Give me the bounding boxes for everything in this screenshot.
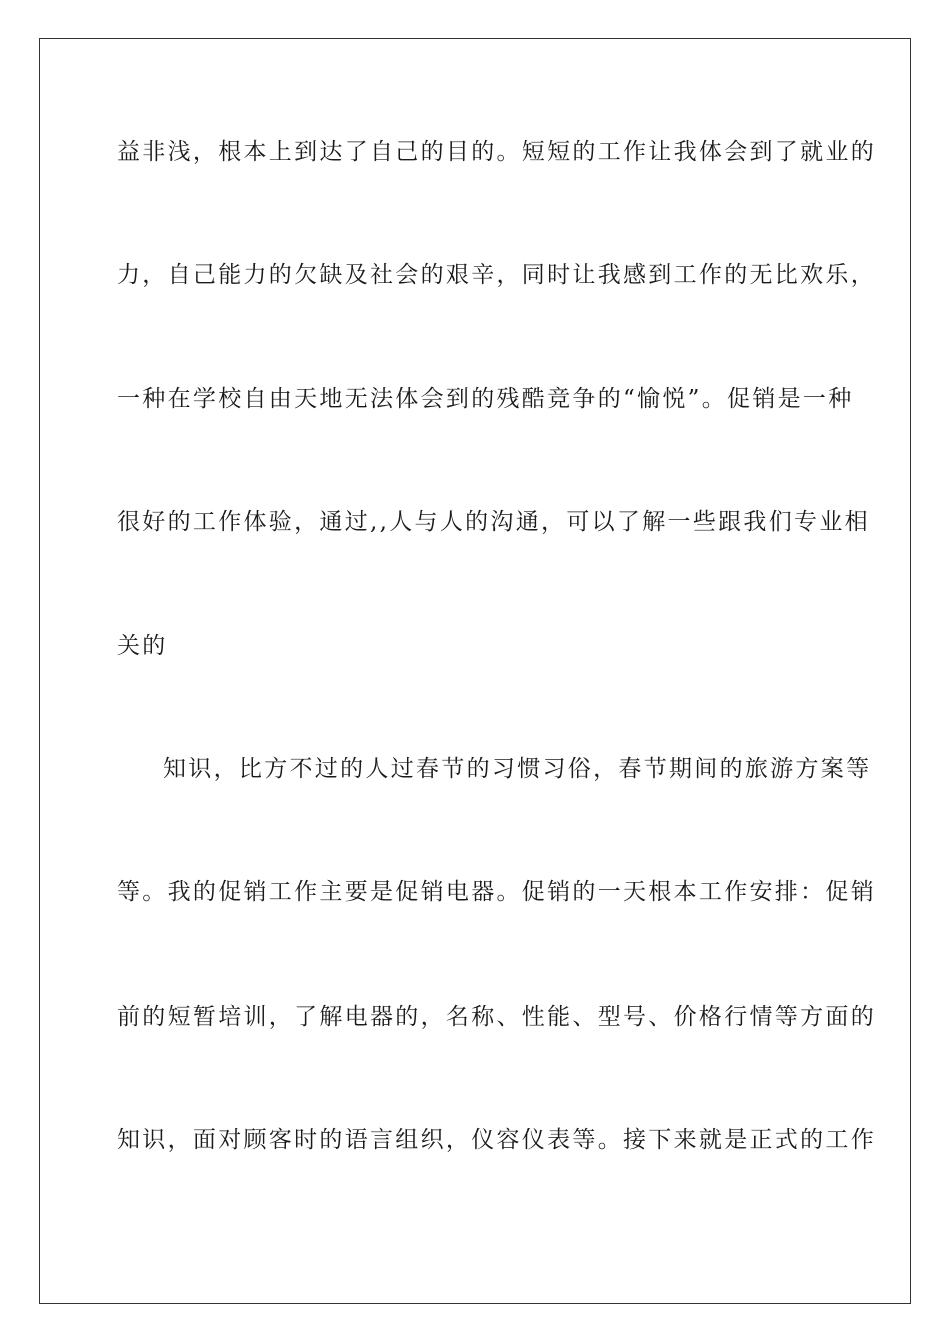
text-line: 知识，面对顾客时的语言组织，仪容仪表等。接下来就是正式的工作 (117, 1127, 876, 1153)
text-line: 等。我的促销工作主要是促销电器。促销的一天根本工作安排：促销 (117, 879, 876, 905)
paragraph-start-line: 知识，比方不过的人过春节的习惯习俗，春节期间的旅游方案等 (163, 756, 872, 782)
text-line: 益非浅，根本上到达了自己的目的。短短的工作让我体会到了就业的 (117, 139, 876, 165)
page-frame (39, 38, 911, 1304)
text-line: 前的短暂培训，了解电器的，名称、性能、型号、价格行情等方面的 (117, 1004, 876, 1030)
text-line: 关的 (117, 633, 168, 659)
text-line: 力，自己能力的欠缺及社会的艰辛，同时让我感到工作的无比欢乐， (117, 262, 876, 288)
text-line: 很好的工作体验，通过,,人与人的沟通，可以了解一些跟我们专业相 (117, 509, 870, 535)
text-line: 一种在学校自由天地无法体会到的残酷竞争的“愉悦”。促销是一种 (117, 386, 854, 412)
